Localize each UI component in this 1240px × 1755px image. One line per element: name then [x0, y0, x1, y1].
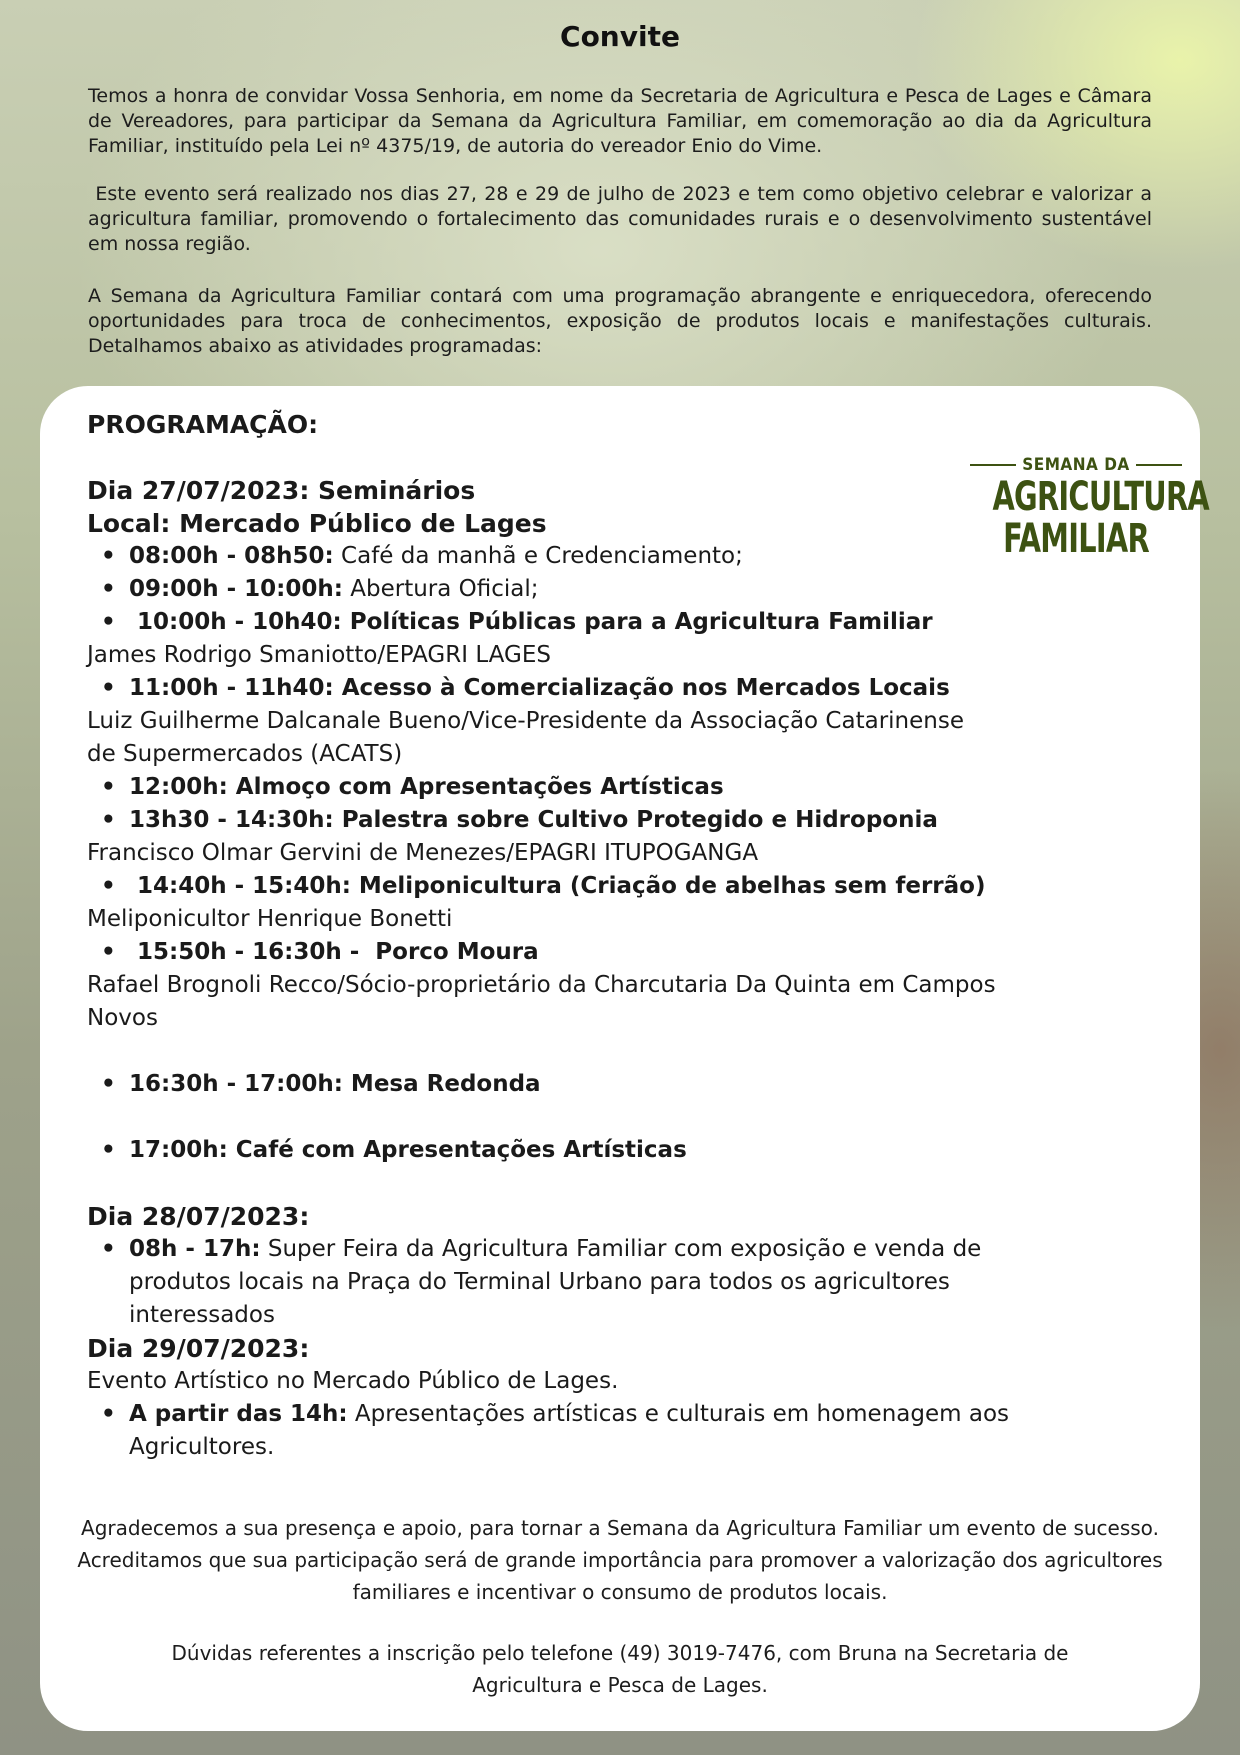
list-item: • A partir das 14h: Apresentações artísticas e culturais em homenagem aos Agricultores. — [87, 1398, 1087, 1464]
intro-paragraph-1: Temos a honra de convidar Vossa Senhoria, em nome da Secretaria de Agricultura e Pesca de Lages e Câmara de Vereadores, para participar da Semana da Agricultura Familiar, em comemoração ao dia da Agricultura Familiar, instituído pela Lei nº 4375/19, de autoria do vereador Enio do Vime. — [88, 85, 1152, 157]
intro-paragraph-2: Este evento será realizado nos dias 27, 28 e 29 de julho de 2023 e tem como objetivo celebrar e valorizar a agricultura familiar, promovendo o fortalecimento das comunidades rurais e o desenvolvimento sustentável em nossa região. — [88, 183, 1159, 255]
list-item: • 16:30h - 17:00h: Mesa Redonda — [87, 1068, 1087, 1101]
list-item: • 11:00h - 11h40: Acesso à Comercialização nos Mercados Locais — [87, 672, 1087, 705]
list-item: • 15:50h - 16:30h - Porco Moura — [87, 936, 1087, 969]
program-heading: PROGRAMAÇÃO: — [87, 410, 319, 439]
day3-subtitle: Evento Artístico no Mercado Público de Lages. — [87, 1368, 619, 1394]
speaker: Rafael Brognoli Recco/Sócio-proprietário da Charcutaria Da Quinta em Campos Novos — [87, 972, 996, 1031]
list-item: • 12:00h: Almoço com Apresentações Artísticas — [87, 771, 1087, 804]
list-item: • 08:00h - 08h50: Café da manhã e Credenciamento; — [87, 540, 1087, 573]
speaker: Meliponicultor Henrique Bonetti — [87, 906, 453, 932]
day3-title: Dia 29/07/2023: — [87, 1334, 310, 1363]
list-item: • 10:00h - 10h40: Políticas Públicas para a Agricultura Familiar — [87, 606, 1087, 639]
speaker: Francisco Olmar Gervini de Menezes/EPAGRI ITUPOGANGA — [87, 840, 759, 866]
intro-paragraph-3: A Semana da Agricultura Familiar contará com uma programação abrangente e enriquecedora, oferecendo oportunidades para troca de conhecimentos, exposição de produtos locais e manifestações culturais. Detalhamos abaixo as atividades programadas: — [88, 285, 1152, 357]
logo-line2: AGRICULTURA — [992, 474, 1209, 520]
page-title: Convite — [560, 20, 680, 53]
day2-list — [87, 1233, 1087, 1332]
list-item: • 14:40h - 15:40h: Meliponicultura (Criação de abelhas sem ferrão) — [87, 870, 1087, 903]
day1-location: Local: Mercado Público de Lages — [87, 509, 547, 538]
logo-line1: SEMANA DA — [1022, 455, 1130, 475]
logo-line-right — [1136, 464, 1182, 466]
day2-title: Dia 28/07/2023: — [87, 1202, 310, 1231]
program-section — [87, 408, 1087, 1464]
logo-line3: FAMILIAR — [1003, 516, 1149, 562]
contact-paragraph: Dúvidas referentes a inscrição pelo telefone (49) 3019-7476, com Bruna na Secretaria de Agricultura e Pesca de Lages. — [171, 1641, 1069, 1697]
list-item: • 08h - 17h: Super Feira da Agricultura Familiar com exposição e venda de produtos locais na Praça do Terminal Urbano para todos os agricultores interessados — [87, 1233, 1087, 1332]
list-item: • 17:00h: Café com Apresentações Artísticas — [87, 1134, 1087, 1167]
list-item: • 13h30 - 14:30h: Palestra sobre Cultivo Protegido e Hidroponia — [87, 804, 1087, 837]
day1-title: Dia 27/07/2023: Seminários — [87, 476, 476, 505]
day1-list — [87, 540, 1087, 639]
day3-list — [87, 1398, 1087, 1464]
list-item: • 09:00h - 10:00h: Abertura Oficial; — [87, 573, 1087, 606]
speaker: James Rodrigo Smaniotto/EPAGRI LAGES — [87, 642, 551, 668]
closing-paragraph: Agradecemos a sua presença e apoio, para tornar a Semana da Agricultura Familiar um evento de sucesso. Acreditamos que sua participação será de grande importância para promover a valorização dos agricultores familiares e incentivar o consumo de produtos locais. — [77, 1516, 1163, 1604]
speaker: Luiz Guilherme Dalcanale Bueno/Vice-Presidente da Associação Catarinense de Supermercados (ACATS) — [87, 708, 964, 767]
